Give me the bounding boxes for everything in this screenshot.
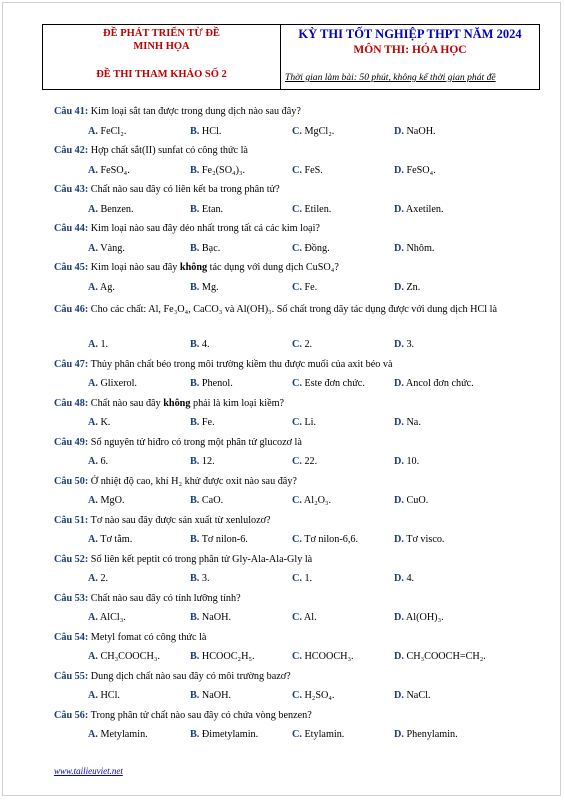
answer-option	[190, 125, 292, 145]
question-number: Câu 56:	[54, 709, 89, 721]
option-text: Etan.	[199, 203, 224, 215]
option-letter: A.	[88, 281, 98, 293]
question-text: Hợp chất sắt(II) sunfat có công thức là	[88, 145, 248, 156]
question-keyword: không	[163, 397, 191, 409]
option-letter: C.	[292, 339, 302, 350]
option-text: Đimetylamin.	[199, 729, 259, 740]
option-text: NaCl.	[403, 690, 431, 701]
answer-options	[54, 494, 524, 514]
question-number: Câu 41:	[54, 106, 89, 117]
option-letter: C.	[292, 690, 302, 701]
answer-option	[292, 242, 394, 262]
answer-option	[88, 650, 190, 670]
option-text: MgO.	[97, 495, 125, 506]
answer-option	[394, 281, 496, 301]
footer-website-link[interactable]: www.tailieuviet.net	[54, 766, 123, 776]
option-letter: B.	[190, 242, 200, 254]
answer-option	[394, 689, 496, 709]
answer-option	[292, 455, 394, 475]
header-source-line2: MINH HỌA	[133, 41, 190, 52]
answer-option	[394, 338, 496, 358]
question-text: Trong phân tử chất nào sau đây có chứa vòng benzen?	[88, 709, 312, 721]
option-letter: C.	[292, 534, 302, 545]
option-letter: A.	[88, 125, 98, 137]
answer-options	[54, 377, 524, 397]
answer-option	[292, 338, 394, 358]
answer-option	[190, 416, 292, 436]
option-text: 2.	[97, 573, 109, 584]
option-letter: B.	[190, 378, 200, 389]
option-text: Phenylamin.	[403, 729, 458, 740]
answer-option	[190, 728, 292, 748]
option-text: NaOH.	[403, 125, 436, 137]
answer-option	[88, 338, 190, 358]
option-text: 3.	[403, 339, 415, 350]
answer-option	[394, 125, 496, 145]
answer-option	[190, 611, 292, 631]
option-letter: A.	[88, 417, 98, 428]
option-text: Nhôm.	[403, 242, 435, 254]
option-text: NaOH.	[199, 612, 232, 623]
option-text: CuO.	[403, 495, 429, 506]
option-letter: C.	[292, 378, 302, 389]
question-number: Câu 53:	[54, 592, 89, 604]
option-text: NaOH.	[199, 690, 232, 701]
option-letter: B.	[190, 495, 200, 506]
option-letter: D.	[394, 612, 404, 623]
option-text: HCOOCH₃.	[301, 651, 354, 662]
answer-option	[394, 164, 496, 184]
answer-option	[88, 689, 190, 709]
option-letter: C.	[292, 573, 302, 584]
question-stem	[54, 358, 524, 378]
option-text: Fe.	[301, 281, 318, 293]
answer-option	[88, 377, 190, 397]
option-text: Phenol.	[199, 378, 233, 389]
option-text: Fe.	[199, 417, 215, 428]
option-letter: C.	[292, 417, 302, 428]
exam-header	[42, 24, 540, 90]
option-letter: B.	[190, 690, 200, 701]
option-text: Na.	[403, 417, 421, 428]
answer-options	[54, 728, 524, 748]
answer-option	[292, 533, 394, 553]
answer-options	[54, 650, 524, 670]
question-number: Câu 52:	[54, 553, 89, 565]
option-text: Etilen.	[301, 203, 332, 215]
answer-option	[292, 689, 394, 709]
option-text: HCl.	[97, 690, 120, 701]
answer-option	[292, 416, 394, 436]
question-stem	[54, 709, 524, 729]
option-letter: A.	[88, 456, 98, 467]
answer-option	[394, 203, 496, 223]
option-letter: A.	[88, 378, 98, 389]
question-text: Chất nào sau đây có tính lưỡng tính?	[88, 592, 241, 604]
option-text: MgCl₂.	[301, 125, 335, 137]
answer-options	[54, 281, 524, 301]
option-letter: C.	[292, 203, 302, 215]
question-text: Thủy phân chất béo trong môi trường kiềm thu được muối của axit béo và	[88, 358, 393, 370]
option-text: Este đơn chức.	[301, 378, 365, 389]
option-letter: A.	[88, 612, 98, 623]
answer-option	[190, 338, 292, 358]
option-letter: B.	[190, 612, 200, 623]
question-stem	[54, 261, 524, 281]
answer-options	[54, 689, 524, 709]
option-letter: D.	[394, 573, 404, 584]
option-text: Tơ nilon-6.	[199, 534, 248, 545]
answer-option	[88, 242, 190, 262]
option-text: FeSO₄.	[97, 164, 130, 176]
answer-option	[394, 572, 496, 592]
option-letter: A.	[88, 203, 98, 215]
answer-option	[394, 728, 496, 748]
option-text: Etylamin.	[301, 729, 345, 740]
option-letter: A.	[88, 729, 98, 740]
option-letter: B.	[190, 203, 200, 215]
option-text: FeSO₄.	[403, 164, 436, 176]
option-text: Ag.	[97, 281, 115, 293]
answer-option	[190, 650, 292, 670]
question-list	[54, 105, 524, 748]
question-stem	[54, 183, 524, 203]
question-number: Câu 44:	[54, 223, 89, 234]
option-letter: C.	[292, 242, 302, 254]
question-stem	[54, 397, 524, 417]
option-letter: A.	[88, 573, 98, 584]
option-letter: D.	[394, 125, 404, 137]
answer-options	[54, 455, 524, 475]
option-letter: D.	[394, 242, 404, 254]
option-text: 4.	[403, 573, 415, 584]
option-letter: D.	[394, 281, 404, 293]
answer-option	[394, 377, 496, 397]
answer-option	[292, 203, 394, 223]
answer-option	[292, 125, 394, 145]
answer-option	[88, 281, 190, 301]
option-letter: B.	[190, 125, 200, 137]
option-letter: B.	[190, 339, 200, 350]
option-letter: D.	[394, 729, 404, 740]
option-letter: C.	[292, 651, 302, 662]
option-text: CaO.	[199, 495, 224, 506]
answer-options	[54, 242, 524, 262]
question-text: Tơ nào sau đây được sản xuất từ xenlulozơ?	[88, 514, 271, 526]
question-text: phải là kim loại kiềm?	[190, 397, 285, 409]
option-letter: D.	[394, 417, 404, 428]
option-letter: B.	[190, 651, 200, 662]
answer-option	[88, 533, 190, 553]
answer-option	[190, 494, 292, 514]
option-text: Li.	[301, 417, 317, 428]
option-letter: C.	[292, 729, 302, 740]
answer-options	[54, 611, 524, 631]
question-number: Câu 49:	[54, 436, 89, 448]
answer-option	[190, 377, 292, 397]
option-letter: A.	[88, 690, 98, 701]
exam-title: KỲ THI TỐT NGHIỆP THPT NĂM 2024	[298, 27, 522, 41]
option-text: 1.	[301, 573, 313, 584]
answer-option	[394, 533, 496, 553]
question-stem	[54, 592, 524, 612]
answer-option	[394, 242, 496, 262]
option-letter: C.	[292, 125, 302, 137]
option-text: Đồng.	[301, 242, 330, 254]
option-letter: A.	[88, 534, 98, 545]
question-number: Câu 42:	[54, 145, 89, 156]
option-text: Metylamin.	[97, 729, 148, 740]
option-text: CH₃COOCH=CH₂.	[403, 651, 486, 662]
answer-options	[54, 164, 524, 184]
answer-option	[394, 494, 496, 514]
answer-option	[190, 572, 292, 592]
question-stem	[54, 222, 524, 242]
option-text: 22.	[301, 456, 318, 467]
question-stem	[54, 475, 524, 495]
question-number: Câu 55:	[54, 670, 89, 682]
option-letter: A.	[88, 495, 98, 506]
answer-option	[190, 689, 292, 709]
answer-option	[394, 416, 496, 436]
answer-option	[292, 281, 394, 301]
option-letter: C.	[292, 495, 302, 506]
answer-options	[54, 416, 524, 436]
option-text: 12.	[199, 456, 215, 467]
option-letter: C.	[292, 281, 302, 293]
option-text: CH₃COOCH₃.	[97, 651, 160, 662]
answer-option	[88, 494, 190, 514]
answer-options	[54, 203, 524, 223]
option-letter: A.	[88, 339, 98, 350]
option-text: 2.	[301, 339, 313, 350]
question-stem	[54, 553, 524, 573]
option-text: Axetilen.	[403, 203, 444, 215]
question-number: Câu 43:	[54, 184, 89, 195]
question-text: Số nguyên tử hiđro có trong một phân tử glucozơ là	[88, 436, 302, 448]
option-letter: A.	[88, 242, 98, 254]
question-text: Số liên kết peptit có trong phân tử Gly-Ala-Ala-Gly là	[88, 553, 313, 565]
option-letter: C.	[292, 456, 302, 467]
answer-option	[190, 281, 292, 301]
option-letter: D.	[394, 339, 404, 350]
header-left-block	[43, 25, 281, 89]
option-text: Ancol đơn chức.	[403, 378, 474, 389]
option-letter: D.	[394, 164, 404, 176]
question-number: Câu 50:	[54, 475, 89, 487]
option-text: Benzen.	[97, 203, 134, 215]
answer-option	[88, 611, 190, 631]
answer-option	[292, 728, 394, 748]
question-number: Câu 51:	[54, 514, 89, 526]
option-letter: B.	[190, 281, 200, 293]
answer-option	[88, 728, 190, 748]
option-text: Tơ nilon-6,6.	[301, 534, 359, 545]
option-text: K.	[97, 417, 111, 428]
option-text: Tơ tằm.	[97, 534, 133, 545]
answer-option	[88, 125, 190, 145]
question-stem	[54, 670, 524, 690]
answer-option	[190, 455, 292, 475]
option-letter: A.	[88, 164, 98, 176]
answer-option	[88, 164, 190, 184]
answer-option	[292, 377, 394, 397]
answer-options	[54, 533, 524, 553]
option-text: Glixerol.	[97, 378, 137, 389]
option-text: 6.	[97, 456, 109, 467]
question-text: tác dụng với dung dịch CuSO₄?	[207, 262, 339, 273]
option-text: Bạc.	[199, 242, 221, 254]
option-letter: D.	[394, 690, 404, 701]
option-text: 4.	[199, 339, 210, 350]
option-text: Zn.	[403, 281, 421, 293]
answer-option	[88, 416, 190, 436]
question-keyword: không	[179, 262, 208, 273]
question-text: Chất nào sau đây	[88, 397, 164, 409]
option-text: 10.	[403, 456, 420, 467]
option-text: Vàng.	[97, 242, 125, 254]
question-stem	[54, 631, 524, 651]
question-stem	[54, 300, 524, 338]
question-text: Kim loại nào sau đây dẻo nhất trong tất cả các kim loại?	[88, 223, 320, 234]
option-letter: B.	[190, 417, 200, 428]
answer-option	[292, 164, 394, 184]
option-text: AlCl₃.	[97, 612, 126, 623]
option-text: H₂SO₄.	[301, 690, 335, 701]
answer-option	[292, 572, 394, 592]
option-text: FeCl₂.	[97, 125, 127, 137]
option-letter: A.	[88, 651, 98, 662]
option-letter: B.	[190, 573, 200, 584]
answer-option	[292, 611, 394, 631]
question-stem	[54, 436, 524, 456]
option-text: Al₂O₃.	[301, 495, 332, 506]
option-letter: D.	[394, 203, 404, 215]
header-exam-code: ĐỀ THI THAM KHẢO SỐ 2	[96, 69, 227, 80]
option-letter: D.	[394, 378, 404, 389]
option-text: Al.	[301, 612, 317, 623]
answer-option	[190, 164, 292, 184]
option-letter: B.	[190, 729, 200, 740]
question-number: Câu 45:	[54, 262, 89, 273]
answer-option	[394, 455, 496, 475]
option-letter: D.	[394, 495, 404, 506]
question-number: Câu 46:	[54, 304, 89, 315]
exam-time-note: Thời gian làm bài: 50 phút, không kể thời gian phát đề	[285, 72, 496, 83]
option-letter: D.	[394, 456, 404, 467]
question-text: Kim loại sắt tan được trong dung dịch nào sau đây?	[88, 106, 301, 117]
option-text: HCOOC₂H₅.	[199, 651, 255, 662]
question-number: Câu 48:	[54, 397, 89, 409]
option-letter: C.	[292, 612, 302, 623]
answer-option	[394, 611, 496, 631]
question-number: Câu 47:	[54, 358, 89, 370]
option-text: 1.	[97, 339, 109, 350]
question-text: Chất nào sau đây có liên kết ba trong phân tử?	[88, 184, 280, 195]
question-stem	[54, 144, 524, 164]
option-letter: D.	[394, 534, 404, 545]
option-text: Fe₂(SO₄)₃.	[199, 164, 246, 176]
answer-options	[54, 125, 524, 145]
option-letter: D.	[394, 651, 404, 662]
option-text: HCl.	[199, 125, 222, 137]
answer-option	[292, 494, 394, 514]
question-stem	[54, 514, 524, 534]
answer-option	[88, 572, 190, 592]
question-number: Câu 54:	[54, 631, 89, 643]
answer-options	[54, 572, 524, 592]
question-text: Kim loại nào sau đây	[88, 262, 180, 273]
option-letter: B.	[190, 456, 200, 467]
question-text: Cho các chất: Al, Fe₃O₄, CaCO₃ và Al(OH)₃. Số chất trong dãy tác dụng được với dung dịch HCl là	[88, 304, 498, 315]
option-text: 3.	[199, 573, 210, 584]
option-text: FeS.	[301, 164, 323, 176]
question-stem	[54, 105, 524, 125]
option-letter: C.	[292, 164, 302, 176]
answer-option	[88, 455, 190, 475]
exam-subject: MÔN THI: HÓA HỌC	[353, 44, 467, 56]
option-text: Al(OH)₃.	[403, 612, 444, 623]
option-text: Tơ visco.	[403, 534, 445, 545]
header-right-block	[281, 25, 539, 89]
header-source-line1: ĐỀ PHÁT TRIỂN TỪ ĐỀ	[103, 28, 220, 39]
option-letter: B.	[190, 534, 200, 545]
answer-options	[54, 338, 524, 358]
answer-option	[394, 650, 496, 670]
answer-option	[190, 203, 292, 223]
option-text: Mg.	[199, 281, 219, 293]
answer-option	[190, 533, 292, 553]
question-text: Ở nhiệt độ cao, khí H₂ khử được oxit nào sau đây?	[88, 475, 297, 487]
answer-option	[190, 242, 292, 262]
question-text: Dung dịch chất nào sau đây có môi trường bazơ?	[88, 670, 291, 682]
answer-option	[88, 203, 190, 223]
answer-option	[292, 650, 394, 670]
question-text: Metyl fomat có công thức là	[88, 631, 207, 643]
option-letter: B.	[190, 164, 200, 176]
